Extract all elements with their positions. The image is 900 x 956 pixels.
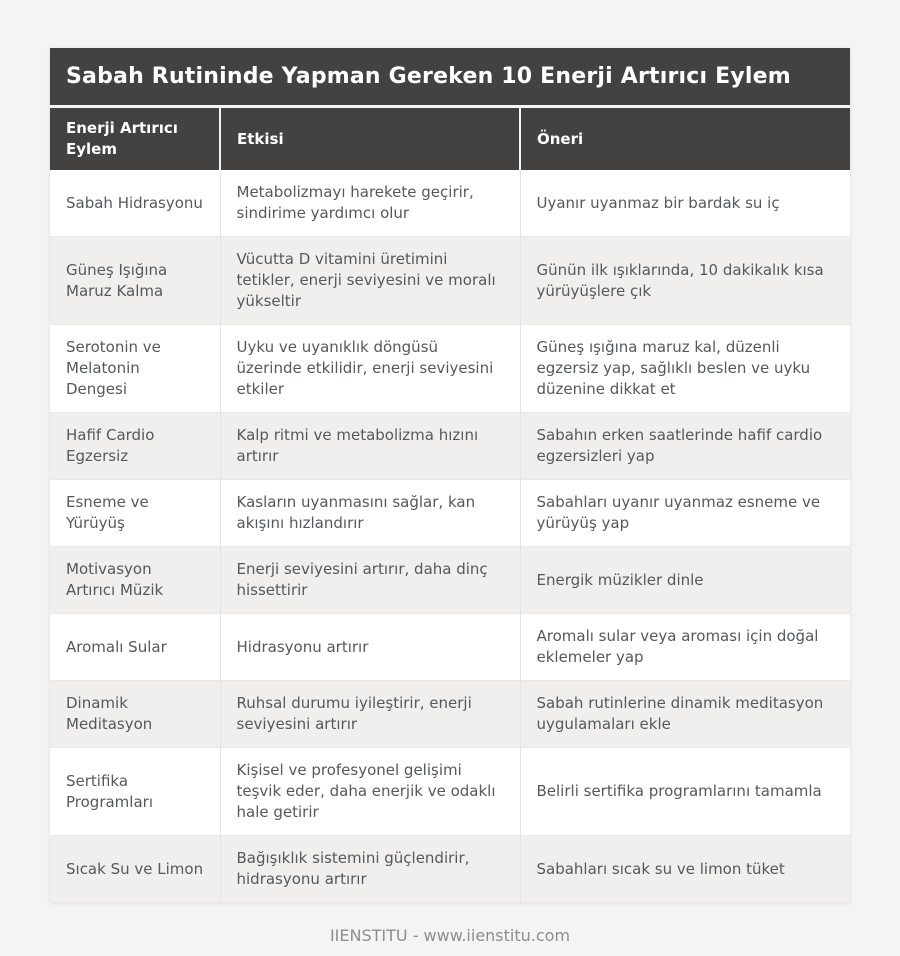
table-row xyxy=(50,748,850,836)
cell-eylem: Sabah Hidrasyonu xyxy=(50,170,220,237)
cell-eylem: Sertifika Programları xyxy=(50,748,220,836)
table-row xyxy=(50,836,850,903)
cell-etkisi: Uyku ve uyanıklık döngüsü üzerinde etkilidir, enerji seviyesini etkiler xyxy=(220,325,520,413)
cell-etkisi: Kişisel ve profesyonel gelişimi teşvik eder, daha enerjik ve odaklı hale getirir xyxy=(220,748,520,836)
cell-etkisi: Metabolizmayı harekete geçirir, sindirime yardımcı olur xyxy=(220,170,520,237)
footer-credit: IIENSTITU - www.iienstitu.com xyxy=(329,926,571,945)
cell-eylem: Güneş Işığına Maruz Kalma xyxy=(50,237,220,325)
table-row xyxy=(50,480,850,547)
cell-oneri: Sabahın erken saatlerinde hafif cardio egzersizleri yap xyxy=(520,413,850,480)
cell-oneri: Güneş ışığına maruz kal, düzenli egzersiz yap, sağlıklı beslen ve uyku düzenine dikkat et xyxy=(520,325,850,413)
cell-etkisi: Kalp ritmi ve metabolizma hızını artırır xyxy=(220,413,520,480)
cell-etkisi: Ruhsal durumu iyileştirir, enerji seviyesini artırır xyxy=(220,681,520,748)
cell-oneri: Energik müzikler dinle xyxy=(520,547,850,614)
cell-eylem: Dinamik Meditasyon xyxy=(50,681,220,748)
column-header-oneri: Öneri xyxy=(520,108,850,170)
page-title: Sabah Rutininde Yapman Gereken 10 Enerji Artırıcı Eylem xyxy=(50,48,850,108)
cell-eylem: Aromalı Sular xyxy=(50,614,220,681)
cell-eylem: Sıcak Su ve Limon xyxy=(50,836,220,903)
table-header-row xyxy=(50,108,850,170)
table-row xyxy=(50,681,850,748)
cell-oneri: Günün ilk ışıklarında, 10 dakikalık kısa yürüyüşlere çık xyxy=(520,237,850,325)
cell-etkisi: Bağışıklık sistemini güçlendirir, hidrasyonu artırır xyxy=(220,836,520,903)
cell-etkisi: Enerji seviyesini artırır, daha dinç hissettirir xyxy=(220,547,520,614)
cell-oneri: Sabahları sıcak su ve limon tüket xyxy=(520,836,850,903)
table-card xyxy=(50,48,850,902)
cell-eylem: Serotonin ve Melatonin Dengesi xyxy=(50,325,220,413)
energy-actions-table xyxy=(50,108,850,902)
cell-etkisi: Kasların uyanmasını sağlar, kan akışını hızlandırır xyxy=(220,480,520,547)
table-row xyxy=(50,547,850,614)
table-row xyxy=(50,325,850,413)
cell-oneri: Sabah rutinlerine dinamik meditasyon uygulamaları ekle xyxy=(520,681,850,748)
table-row xyxy=(50,413,850,480)
column-header-etkisi: Etkisi xyxy=(220,108,520,170)
cell-oneri: Uyanır uyanmaz bir bardak su iç xyxy=(520,170,850,237)
cell-etkisi: Hidrasyonu artırır xyxy=(220,614,520,681)
table-row xyxy=(50,237,850,325)
table-row xyxy=(50,614,850,681)
cell-eylem: Motivasyon Artırıcı Müzik xyxy=(50,547,220,614)
cell-eylem: Hafif Cardio Egzersiz xyxy=(50,413,220,480)
cell-oneri: Aromalı sular veya aroması için doğal eklemeler yap xyxy=(520,614,850,681)
column-header-eylem: Enerji Artırıcı Eylem xyxy=(50,108,220,170)
cell-oneri: Belirli sertifika programlarını tamamla xyxy=(520,748,850,836)
cell-etkisi: Vücutta D vitamini üretimini tetikler, enerji seviyesini ve moralı yükseltir xyxy=(220,237,520,325)
table-row xyxy=(50,170,850,237)
cell-eylem: Esneme ve Yürüyüş xyxy=(50,480,220,547)
cell-oneri: Sabahları uyanır uyanmaz esneme ve yürüyüş yap xyxy=(520,480,850,547)
